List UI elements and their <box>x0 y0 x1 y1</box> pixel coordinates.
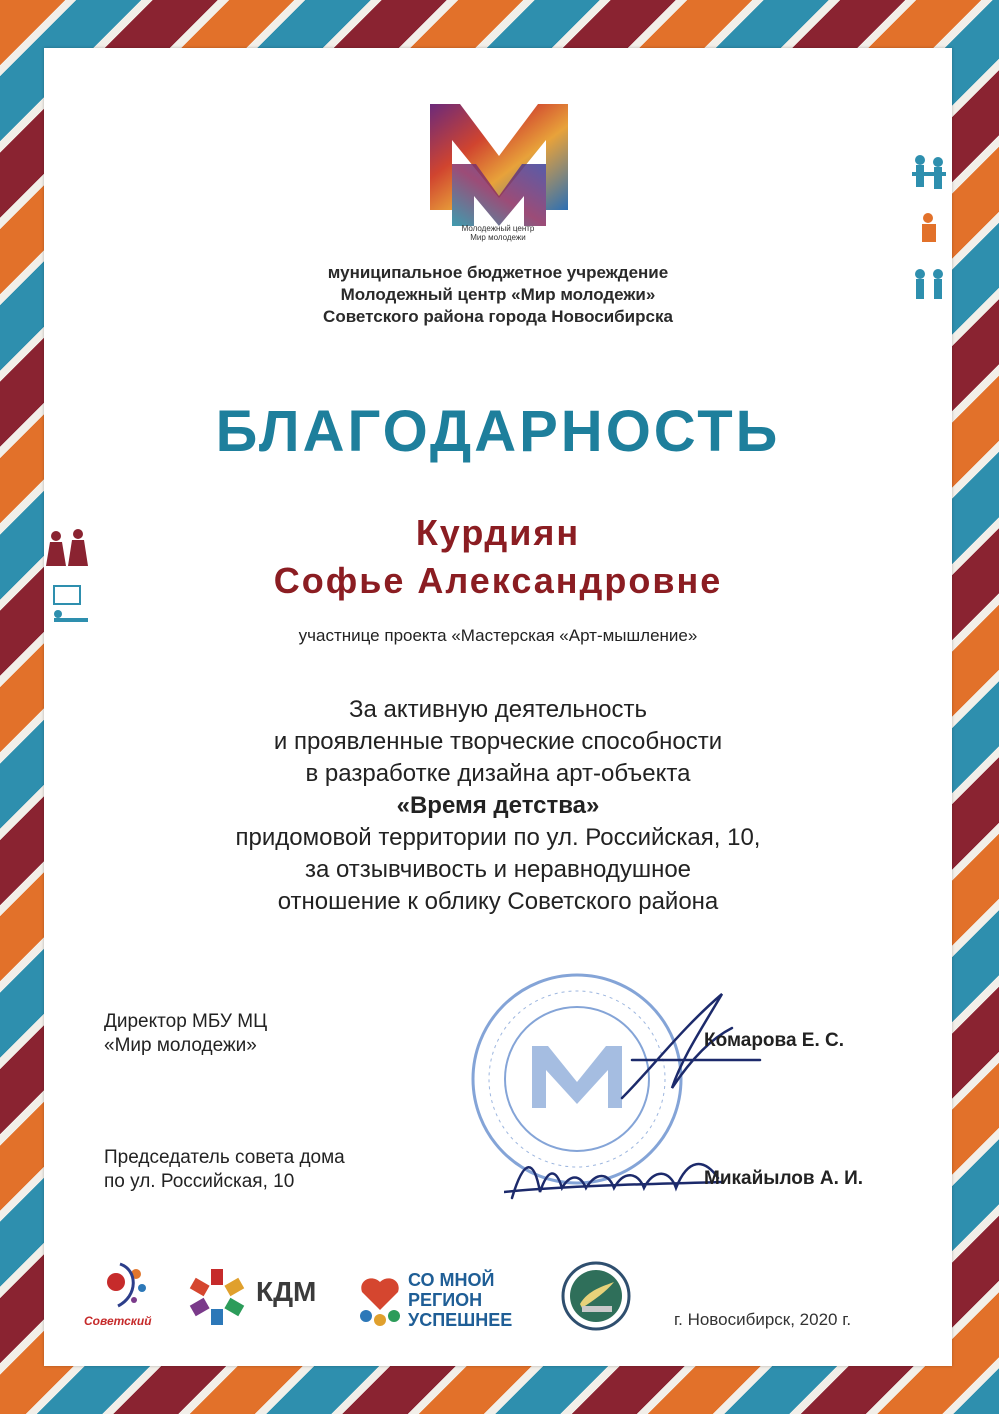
director-name: Комарова Е. С. <box>704 1030 845 1051</box>
logo-caption <box>424 224 572 242</box>
body-line-6: за отзывчивость и неравнодушное <box>304 856 692 883</box>
certificate-sheet <box>44 48 952 1366</box>
participant-line: участнице проекта «Мастерская «Арт-мышление» <box>298 626 698 645</box>
region-logo-line: РЕГИОН <box>408 1290 483 1310</box>
sovetsky-logo-text: Советский <box>84 1314 152 1328</box>
recipient-given-name: Софье Александровне <box>273 560 723 601</box>
mir-molodezhi-logo-icon <box>426 100 572 230</box>
region-logo <box>356 1268 536 1338</box>
emblem-logo-icon <box>560 1260 632 1332</box>
kdm-logo-text: КДМ <box>256 1276 317 1307</box>
region-logo-line: УСПЕШНЕЕ <box>408 1310 513 1330</box>
body-line-7: отношение к облику Советского района <box>277 888 719 915</box>
body-line-1: За активную деятельность <box>349 696 647 723</box>
body-line-2: и проявленные творческие способности <box>273 728 723 755</box>
director-label <box>104 1010 267 1058</box>
people-silhouettes-icon <box>44 526 98 626</box>
director-label-line: «Мир молодежи» <box>104 1035 257 1056</box>
sovetsky-logo-icon <box>98 1260 158 1310</box>
kdm-logo-icon <box>186 1266 248 1328</box>
sovetsky-logo <box>84 1260 174 1340</box>
body-line-project-name: «Время детства» <box>396 792 600 819</box>
chair-label-line: Председатель совета дома <box>104 1147 345 1168</box>
region-logo-icon <box>356 1276 404 1328</box>
people-silhouettes-icon <box>908 152 950 312</box>
org-line-1: муниципальное бюджетное учреждение <box>327 263 669 282</box>
body-line-5: придомовой территории по ул. Российская, 10, <box>235 824 761 851</box>
director-label-line: Директор МБУ МЦ <box>104 1011 268 1032</box>
org-line-3: Советского района города Новосибирска <box>323 307 673 326</box>
chair-label-line: по ул. Российская, 10 <box>104 1171 295 1192</box>
chair-label <box>104 1146 345 1194</box>
recipient-surname: Курдиян <box>415 512 581 553</box>
certificate-title: БЛАГОДАРНОСТЬ <box>215 399 781 464</box>
kdm-logo <box>186 1266 346 1336</box>
logo-caption-line: Молодежный центр <box>461 224 535 233</box>
logo-caption-line: Мир молодежи <box>470 233 526 242</box>
region-logo-text <box>408 1270 512 1330</box>
city-date: г. Новосибирск, 2020 г. <box>674 1310 852 1329</box>
chair-name: Микайылов А. И. <box>704 1168 864 1189</box>
chair-signature-icon <box>504 1148 724 1208</box>
body-line-3: в разработке дизайна арт-объекта <box>305 760 691 787</box>
region-logo-line: СО МНОЙ <box>408 1270 495 1290</box>
org-line-2: Молодежный центр «Мир молодежи» <box>340 285 656 304</box>
